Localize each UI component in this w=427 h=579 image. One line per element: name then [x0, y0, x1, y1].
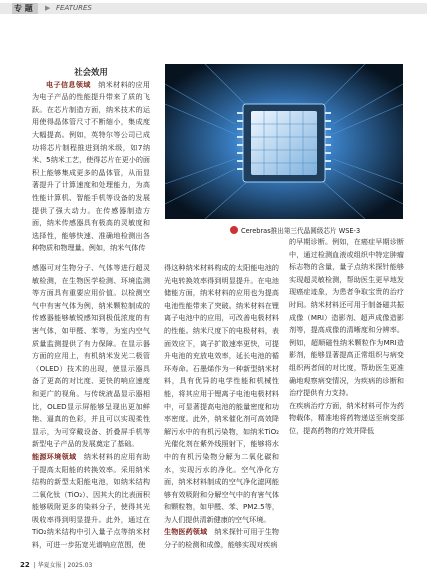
article-column-1-continued — [32, 262, 150, 552]
caption-marker-icon — [230, 226, 238, 234]
page-header — [0, 0, 427, 17]
chip-photo — [165, 64, 403, 219]
energy-text-continued — [164, 262, 279, 552]
electronics-text: 纳米材料的应用为电子产品的性能提升带来了质的飞跃。在芯片制造方面，纳米技术的运用使得晶体管尺寸不断缩小，集成度大幅提高。例如，英特尔等公司已成功将芯片制程推进到纳米级，如7纳米、5纳米工艺，使得芯片在更小的面积上能够集成更多的晶体管，从而显著提升了计算速度和处理能力，为高性能计算机、智能手机等设备的发展提供了强大动力。在传感器制造方面，纳米传感器具有极高的灵敏度和选择性，能够快速、准确地检测出各种物质和物理量。例如，纳米气体传 — [32, 79, 151, 253]
page-footer — [20, 561, 92, 570]
article-column-2 — [164, 262, 279, 552]
biomed-text: 的早期诊断。例如，在癌症早期诊断中，通过检测血液或组织中特定肿瘤标志物的含量，量子点纳米探针能够实现超灵敏检测，帮助医生更早地发现癌症迹象，为患者争取宝贵的治疗时间。纳米材料还可用于制备磁共振成像（MRI）造影剂、超声成像造影剂等，提高成像的清晰度和分辨率。例如，超顺磁性纳米颗粒作为MRI造影剂，能够显著提高正常组织与病变组织两者间的对比度，帮助医生更准确地观察病变情况，为疾病的诊断和治疗提供有力支持。 — [289, 237, 404, 398]
electronics-text-continued: 感器可对生物分子、气体等进行超灵敏检测，在生物医学检测、环境监测等方面具有重要应用价值。以检测空气中有害气体为例，纳米颗粒制成的传感器能够敏锐感知到极低浓度的有害气体，如甲醛、苯等，为室内空气质量监测提供了有力保障。在显示器方面的应用上，有机纳米发光二极管（OLED）技术的出现，使显示器具备了更高的对比度、更快的响应速度和更广的视角。与传统液晶显示器相比，OLED显示屏能够呈现出更加鲜艳、逼真的色彩，并且可以实现柔性显示，为可穿戴设备、折叠屏手机等新型电子产品的发展奠定了基础。 — [32, 263, 150, 449]
subheading-biomed: 生物医药领域 — [164, 527, 208, 537]
chip-illustration — [165, 64, 403, 219]
paragraph-electronics — [32, 79, 150, 255]
features-label: FEATURES — [56, 4, 92, 12]
chevron-icon: ▶ — [45, 4, 51, 12]
caption-text: Cerebras推出第三代晶圆级芯片 WSE-3 — [241, 227, 361, 235]
biomed-text: 纳米探针可用于生物分子的检测和成像，能够实现对疾病 — [164, 527, 280, 550]
column-3-text — [289, 236, 404, 438]
energy-text: 得这种纳米材料构成的太阳能电池的光电转换效率得到明显提升。在电池储能方面，纳米材料的应用也为提高电池性能带来了突破。纳米材料在锂离子电池中的应用，可改善电极材料的性能。纳米尺度下的电极材料，表面效应下，离子扩散速率更快，可提升电池的充放电效率，延长电池的循环寿命。石墨烯作为一种新型纳米材料，具有优异的电学性能和机械性能，将其应用于锂离子电池电极材料中，可显著提高电池的能量密度和功率密度。此外，纳米催化剂可高效降解污水中的有机污染物，如纳米TiO₂光催化剂在紫外线照射下，能够将水中的有机污染物分解为二氧化碳和水，实现污水的净化。空气净化方面，纳米材料制成的空气净化滤网能够有效吸附和分解空气中的有害气体和颗粒物，如甲醛、苯、PM2.5等，为人们提供清新健康的空气环境。 — [164, 263, 279, 524]
journal-info: | 华夏女报 | 2025.03 — [33, 562, 93, 569]
section-heading: 社会效用 — [74, 67, 108, 77]
subheading-electronics: 电子信息领域 — [46, 79, 91, 89]
section-label: 专 题 — [14, 4, 33, 13]
biomed-text-2: 在疾病治疗方面，纳米材料可作为药物载体，精准地将药物递送至病变部位，提高药物的疗效并降低 — [289, 400, 404, 435]
figure-caption — [230, 226, 360, 236]
electronics-text-continued — [32, 262, 150, 552]
energy-text: 纳米材料的应用有助于提高太阳能的转换效率。采用纳米结构的新型太阳能电池，如纳米结构二氧化钛（TiO₂）、因其大的比表面积能够吸附更多的染料分子，使得其光吸收率得到明显提升。此外，通过在TiO₂纳米结构中引入量子点等纳米材料，可进一步拓宽光谱响应范围，使 — [32, 451, 151, 550]
page-number: 22 — [20, 561, 30, 569]
subheading-energy: 能源环境领域 — [32, 451, 77, 461]
article-column-3 — [289, 236, 404, 438]
article-column-1 — [32, 66, 150, 255]
